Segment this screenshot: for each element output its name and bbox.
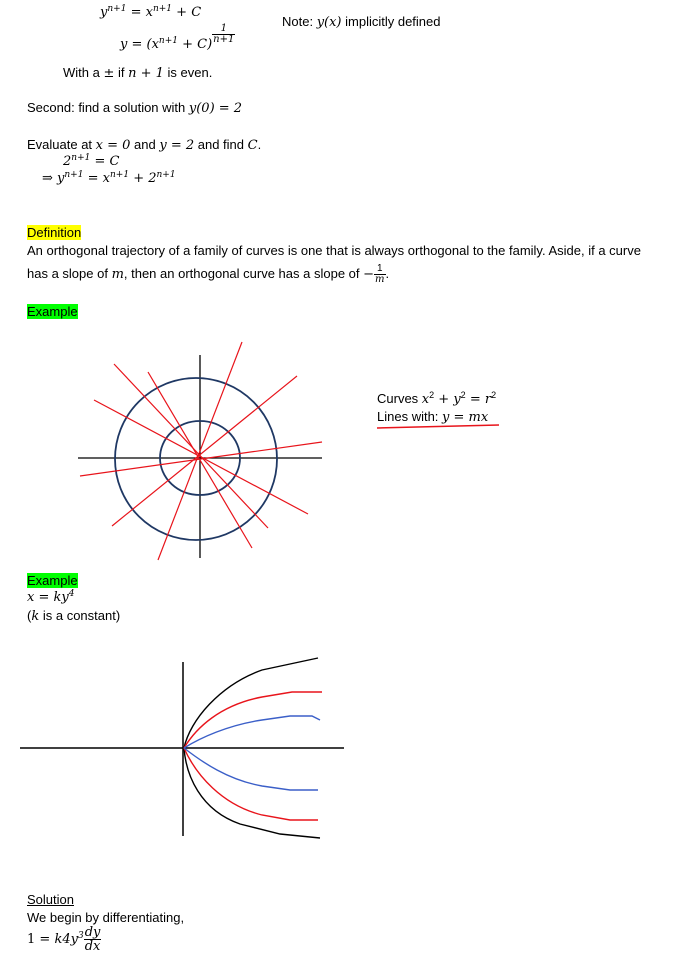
example2-heading: Example [27,573,78,588]
legend-lines: Lines with: y = mx [377,409,489,425]
note-implicit: Note: y(x) implicitly defined [282,14,441,30]
solution-equation: $1 = k4y^3$ $\frac{dy}{dx}$ [27,925,101,954]
legend-underline [377,425,499,428]
equation-general: $y^{n+1} = x^{n+1} + C$ [100,4,202,20]
equation-particular: ⇒ $y^{n+1} = x^{n+1} + 2^{n+1}$ [42,170,176,186]
circle-outer [115,378,277,540]
with-pm-text: With a ± if n + 1 is even. [63,65,213,81]
second-step-text: Second: find a solution with y(0) = 2 [27,100,243,116]
black-curve-bottom [184,748,320,838]
solution-heading: Solution [27,892,74,907]
equation-c: $2^{n+1} = C$ [63,153,120,169]
equation-solved: $y = (x^{n+1} + C)$ $\frac{1}{n+1}$ [120,23,235,52]
blue-curve-top [184,716,320,748]
line-4 [94,400,308,514]
definition-line-1: An orthogonal trajectory of a family of curves is one that is always orthogonal to the family. Aside, if a curve [27,243,641,258]
definition-line-2: has a slope of m, then an orthogonal curve has a slope of − $\frac{1}{m}$ . [27,263,390,285]
evaluate-text: Evaluate at x = 0 and y = 2 and find C. [27,137,262,153]
line-2 [112,376,297,526]
legend-curves: Curves $x^2 + y^2 = r^2$ [377,390,497,407]
blue-curve-bottom [184,748,318,790]
curves-figure [20,658,344,838]
example2-note: (k is a constant) [27,608,121,624]
black-curve-top [184,658,318,748]
circles-figure [78,342,499,560]
example2-equation: $x = ky^4$ [27,589,75,605]
solution-text: We begin by differentiating, [27,910,185,925]
definition-heading: Definition [27,225,82,240]
line-3 [114,364,268,528]
red-curve-top [184,692,322,748]
example1-heading: Example [27,304,78,319]
